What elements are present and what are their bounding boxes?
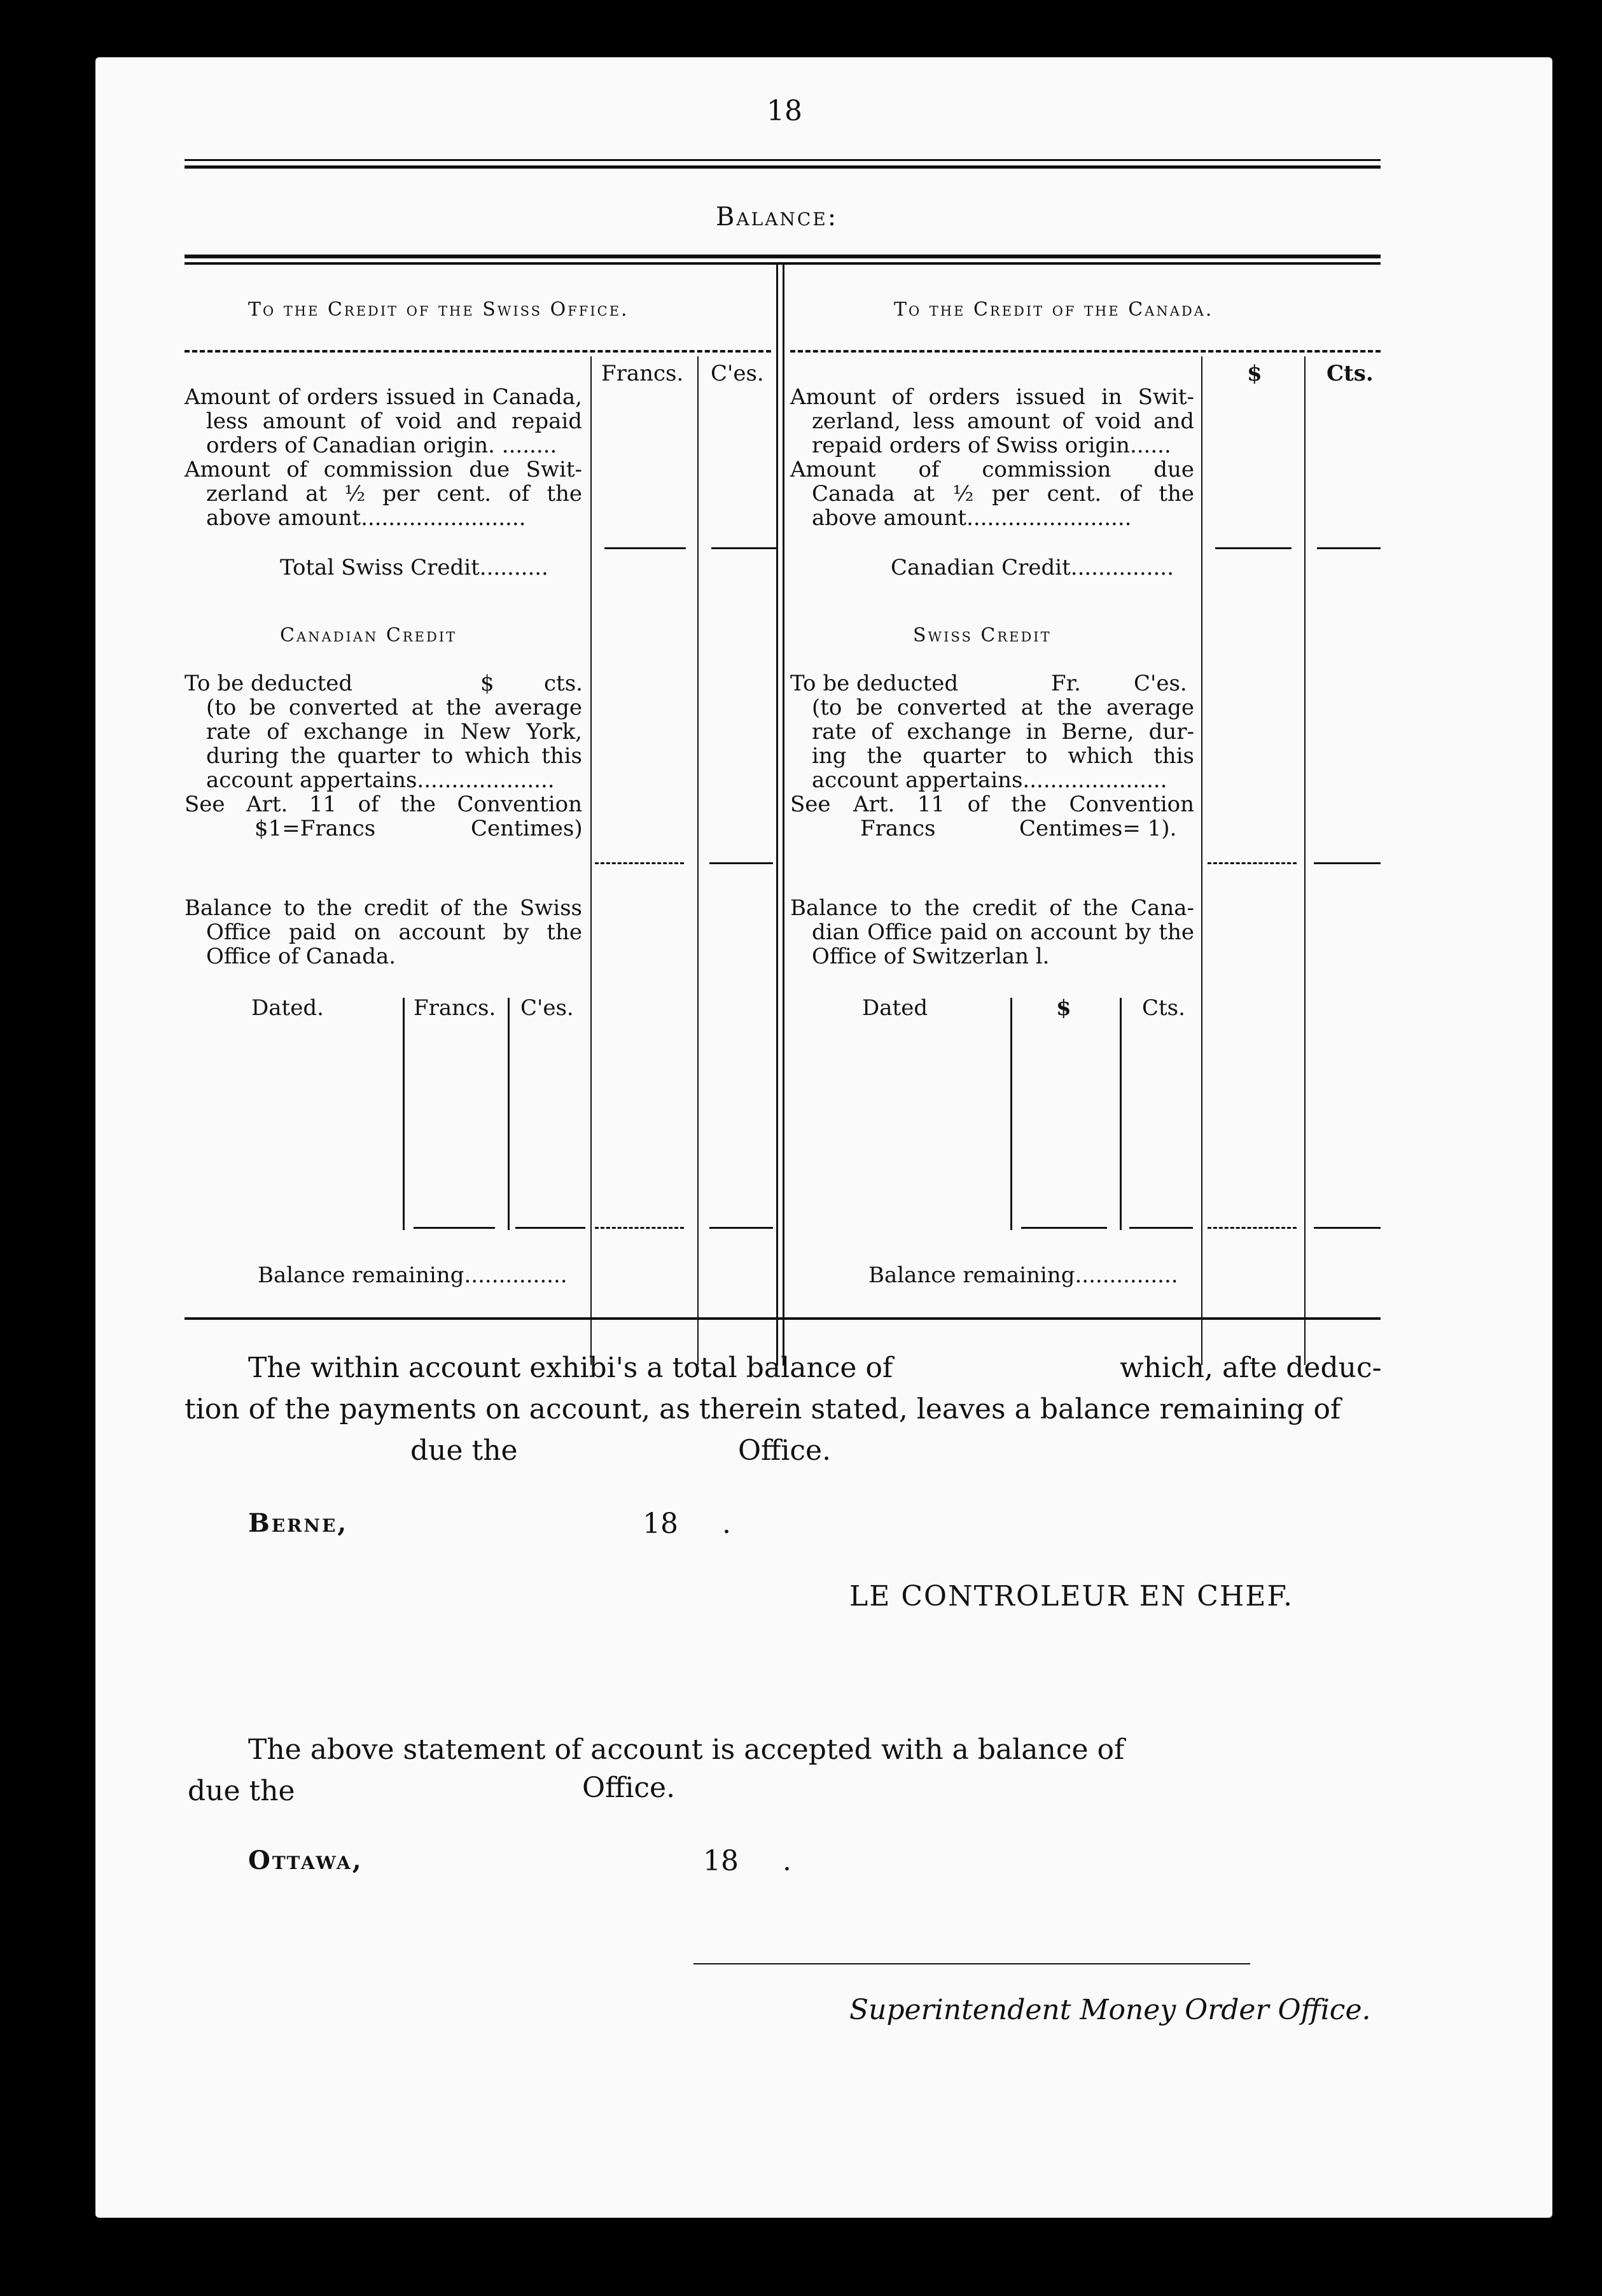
right-col-cts: Cts.	[1327, 361, 1374, 386]
left-sub-ces: C'es.	[520, 995, 574, 1021]
para1-line1a: The within account exhibi's a total balance of	[248, 1352, 893, 1384]
para2-line2a: due the	[188, 1775, 295, 1807]
controleur-signature: LE CONTROLEUR EN CHEF.	[849, 1580, 1294, 1613]
right-remain-rule-2	[1314, 1227, 1381, 1229]
left-total-rule-2	[711, 547, 777, 549]
left-total: Total Swiss Credit..........	[280, 555, 548, 580]
para2-line2b: Office.	[582, 1772, 676, 1804]
left-deduct-rule-1	[595, 862, 684, 864]
ottawa-year: 18	[703, 1845, 739, 1877]
right-total-rule-2	[1317, 547, 1381, 549]
center-divider-2	[783, 265, 784, 1366]
top-rule-2	[185, 165, 1381, 169]
ottawa-place: Ottawa,	[248, 1845, 363, 1875]
berne-place: Berne,	[248, 1508, 349, 1538]
para1-line3a: due the	[410, 1434, 518, 1467]
page-number: 18	[767, 95, 802, 127]
right-col-line-2	[1304, 356, 1306, 1365]
right-deduct-rule-2	[1314, 862, 1381, 864]
left-subheading: Canadian Credit	[280, 624, 457, 647]
right-balance-block: Balance to the credit of the Cana- dian Office paid on account by the Office of Switzerlan l.	[790, 895, 1194, 969]
left-sub-francs: Francs.	[414, 995, 496, 1021]
ottawa-dot: .	[783, 1845, 791, 1877]
left-heading-rule	[185, 350, 771, 353]
left-col-line-2	[697, 356, 699, 1365]
para1-line1b: which, afte deduc-	[1120, 1352, 1382, 1384]
berne-dot: .	[722, 1508, 731, 1540]
right-sub-dollars: $	[1056, 995, 1071, 1021]
left-total-rule-1	[604, 547, 686, 549]
right-sub-rule-2	[1129, 1227, 1193, 1229]
balance-heading: Balance:	[716, 202, 839, 232]
left-deduct-block: To be deducted $ cts. (to be converted at the average rate of exchange in New York, during the quarter to which this account appertains.................... See Art. 11 of the Convention $1=Francs Centimes)	[185, 671, 583, 841]
para1-line3b: Office.	[738, 1434, 832, 1467]
left-heading: To the Credit of the Swiss Office.	[248, 298, 629, 321]
top-rule-1	[185, 159, 1381, 161]
left-dated-label: Dated.	[251, 995, 324, 1021]
right-col-line-1	[1201, 356, 1202, 1365]
right-deduct-block: To be deducted Fr. C'es. (to be converted at the average rate of exchange in Berne, dur- ing the quarter to which this account appertains..................... See Art. 11 of the Convention Francs Centimes= 1).	[790, 671, 1194, 841]
left-col-francs: Francs.	[601, 361, 684, 386]
center-divider-1	[776, 265, 778, 1366]
table-bottom-rule	[185, 1317, 1381, 1320]
left-sub-rule-2	[515, 1227, 585, 1229]
right-sub-cts: Cts.	[1142, 995, 1185, 1021]
left-col-ces: C'es.	[711, 361, 764, 386]
para2-line1: The above statement of account is accepted with a balance of	[248, 1733, 1125, 1766]
right-heading: To the Credit of the Canada.	[894, 298, 1214, 321]
left-sub-line-2	[508, 998, 510, 1230]
right-col-dollars: $	[1247, 361, 1262, 386]
right-remaining: Balance remaining...............	[868, 1263, 1178, 1288]
right-sub-line-2	[1120, 998, 1122, 1230]
right-heading-rule	[790, 350, 1381, 353]
right-remain-rule-1	[1208, 1227, 1297, 1229]
berne-year: 18	[643, 1508, 678, 1540]
superintendent-signature: Superintendent Money Order Office.	[849, 1994, 1371, 2026]
right-deduct-rule-1	[1208, 862, 1297, 864]
left-balance-block: Balance to the credit of the Swiss Office paid on account by the Office of Canada.	[185, 895, 582, 969]
right-orders-block: Amount of orders issued in Swit- zerland, less amount of void and repaid orders of Swiss origin...... Amount of commission due Canada at ½ per cent. of the above amount........................	[790, 384, 1194, 531]
right-subheading: Swiss Credit	[913, 624, 1052, 647]
left-col-line-1	[590, 356, 592, 1365]
left-remain-rule-2	[709, 1227, 773, 1229]
right-dated-label: Dated	[862, 995, 928, 1021]
left-remaining: Balance remaining...............	[258, 1263, 568, 1288]
right-total-rule-1	[1215, 547, 1292, 549]
left-deduct-rule-2	[709, 862, 773, 864]
right-sub-rule-1	[1021, 1227, 1107, 1229]
signature-line	[693, 1963, 1250, 1964]
left-orders-block: Amount of orders issued in Canada, less amount of void and repaid orders of Canadian origin. ........ Amount of commission due Swit- zerland at ½ per cent. of the above amount........................	[185, 384, 582, 531]
right-sub-line-1	[1010, 998, 1012, 1230]
table-top-rule-1	[185, 255, 1381, 258]
left-remain-rule-1	[595, 1227, 684, 1229]
left-sub-rule-1	[414, 1227, 495, 1229]
document-page	[95, 57, 1552, 2218]
left-sub-line-1	[403, 998, 405, 1230]
para1-line2: tion of the payments on account, as therein stated, leaves a balance remaining of	[185, 1393, 1341, 1425]
right-total: Canadian Credit...............	[891, 555, 1174, 580]
